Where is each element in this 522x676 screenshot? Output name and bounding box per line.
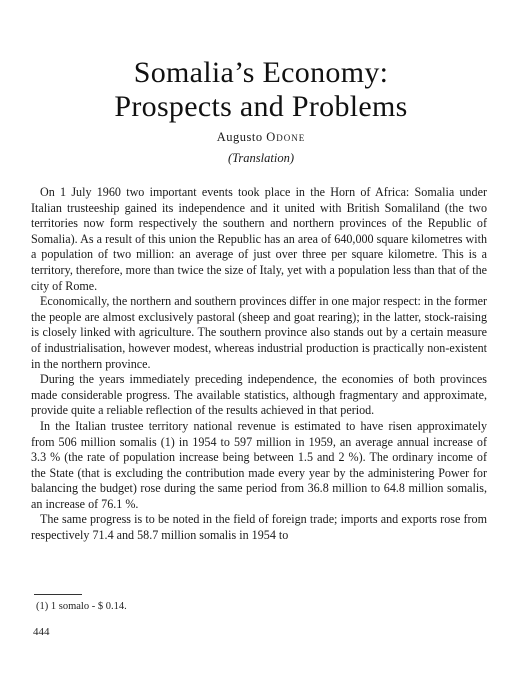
paragraph-4: In the Italian trustee territory national revenue is estimated to have risen approximately from 506 million somalis (1) in 1954 to 597 million in 1959, an average annual increase of 3.3 % (the rate of population increase being between 1.5 and 2 %). The ordinary income of the State (that is excluding the contribution made every year by the administering Power for balancing the budget) rose during the same period from 36.8 million to 64.8 million somalis, an increase of 76.1 %. (31, 418, 487, 511)
author-first-name: Augusto (216, 130, 263, 144)
translation-note: (Translation) (228, 151, 294, 165)
paragraph-1: On 1 July 1960 two important events took place in the Horn of Africa: Somalia under Italian trusteeship gained its independence and it united with British Somaliland (the two territories now form respectively the southern and northern provinces of the Republic of Somalia). As a result of this union the Republic has an area of 640,000 square kilometres with a population of two million: an average of just over three per square kilometre. This is a territory, therefore, more than twice the size of Italy, yet with a population less than that of the city of Rome. (31, 185, 487, 293)
title-line-1: Somalia’s Economy: (133, 56, 389, 89)
paragraph-3: During the years immediately preceding independence, the economies of both provinces made considerable progress. The available statistics, although fragmentary and approximate, provide quite a reliable reflection of the results achieved in that period. (31, 372, 487, 418)
footnote-rule (34, 594, 82, 595)
title-line-2: Prospects and Problems (114, 90, 408, 123)
author-last-name: Odone (266, 130, 306, 144)
author-name (0, 130, 522, 145)
footnote: (1) 1 somalo - $ 0.14. (36, 601, 127, 612)
article-body (31, 185, 487, 544)
page-number: 444 (33, 626, 50, 638)
paragraph-5: The same progress is to be noted in the field of foreign trade; imports and exports rose from respectively 71.4 and 58.7 million somalis in 1954 to (31, 512, 487, 543)
paragraph-2: Economically, the northern and southern provinces differ in one major respect: in the former the people are almost exclusively pastoral (sheep and goat rearing); in the latter, stock-raising is closely linked with agriculture. The southern province also stands out by a certain measure of industrialisation, however modest, whereas industrial production is practically non-existent in the northern province. (31, 294, 487, 371)
